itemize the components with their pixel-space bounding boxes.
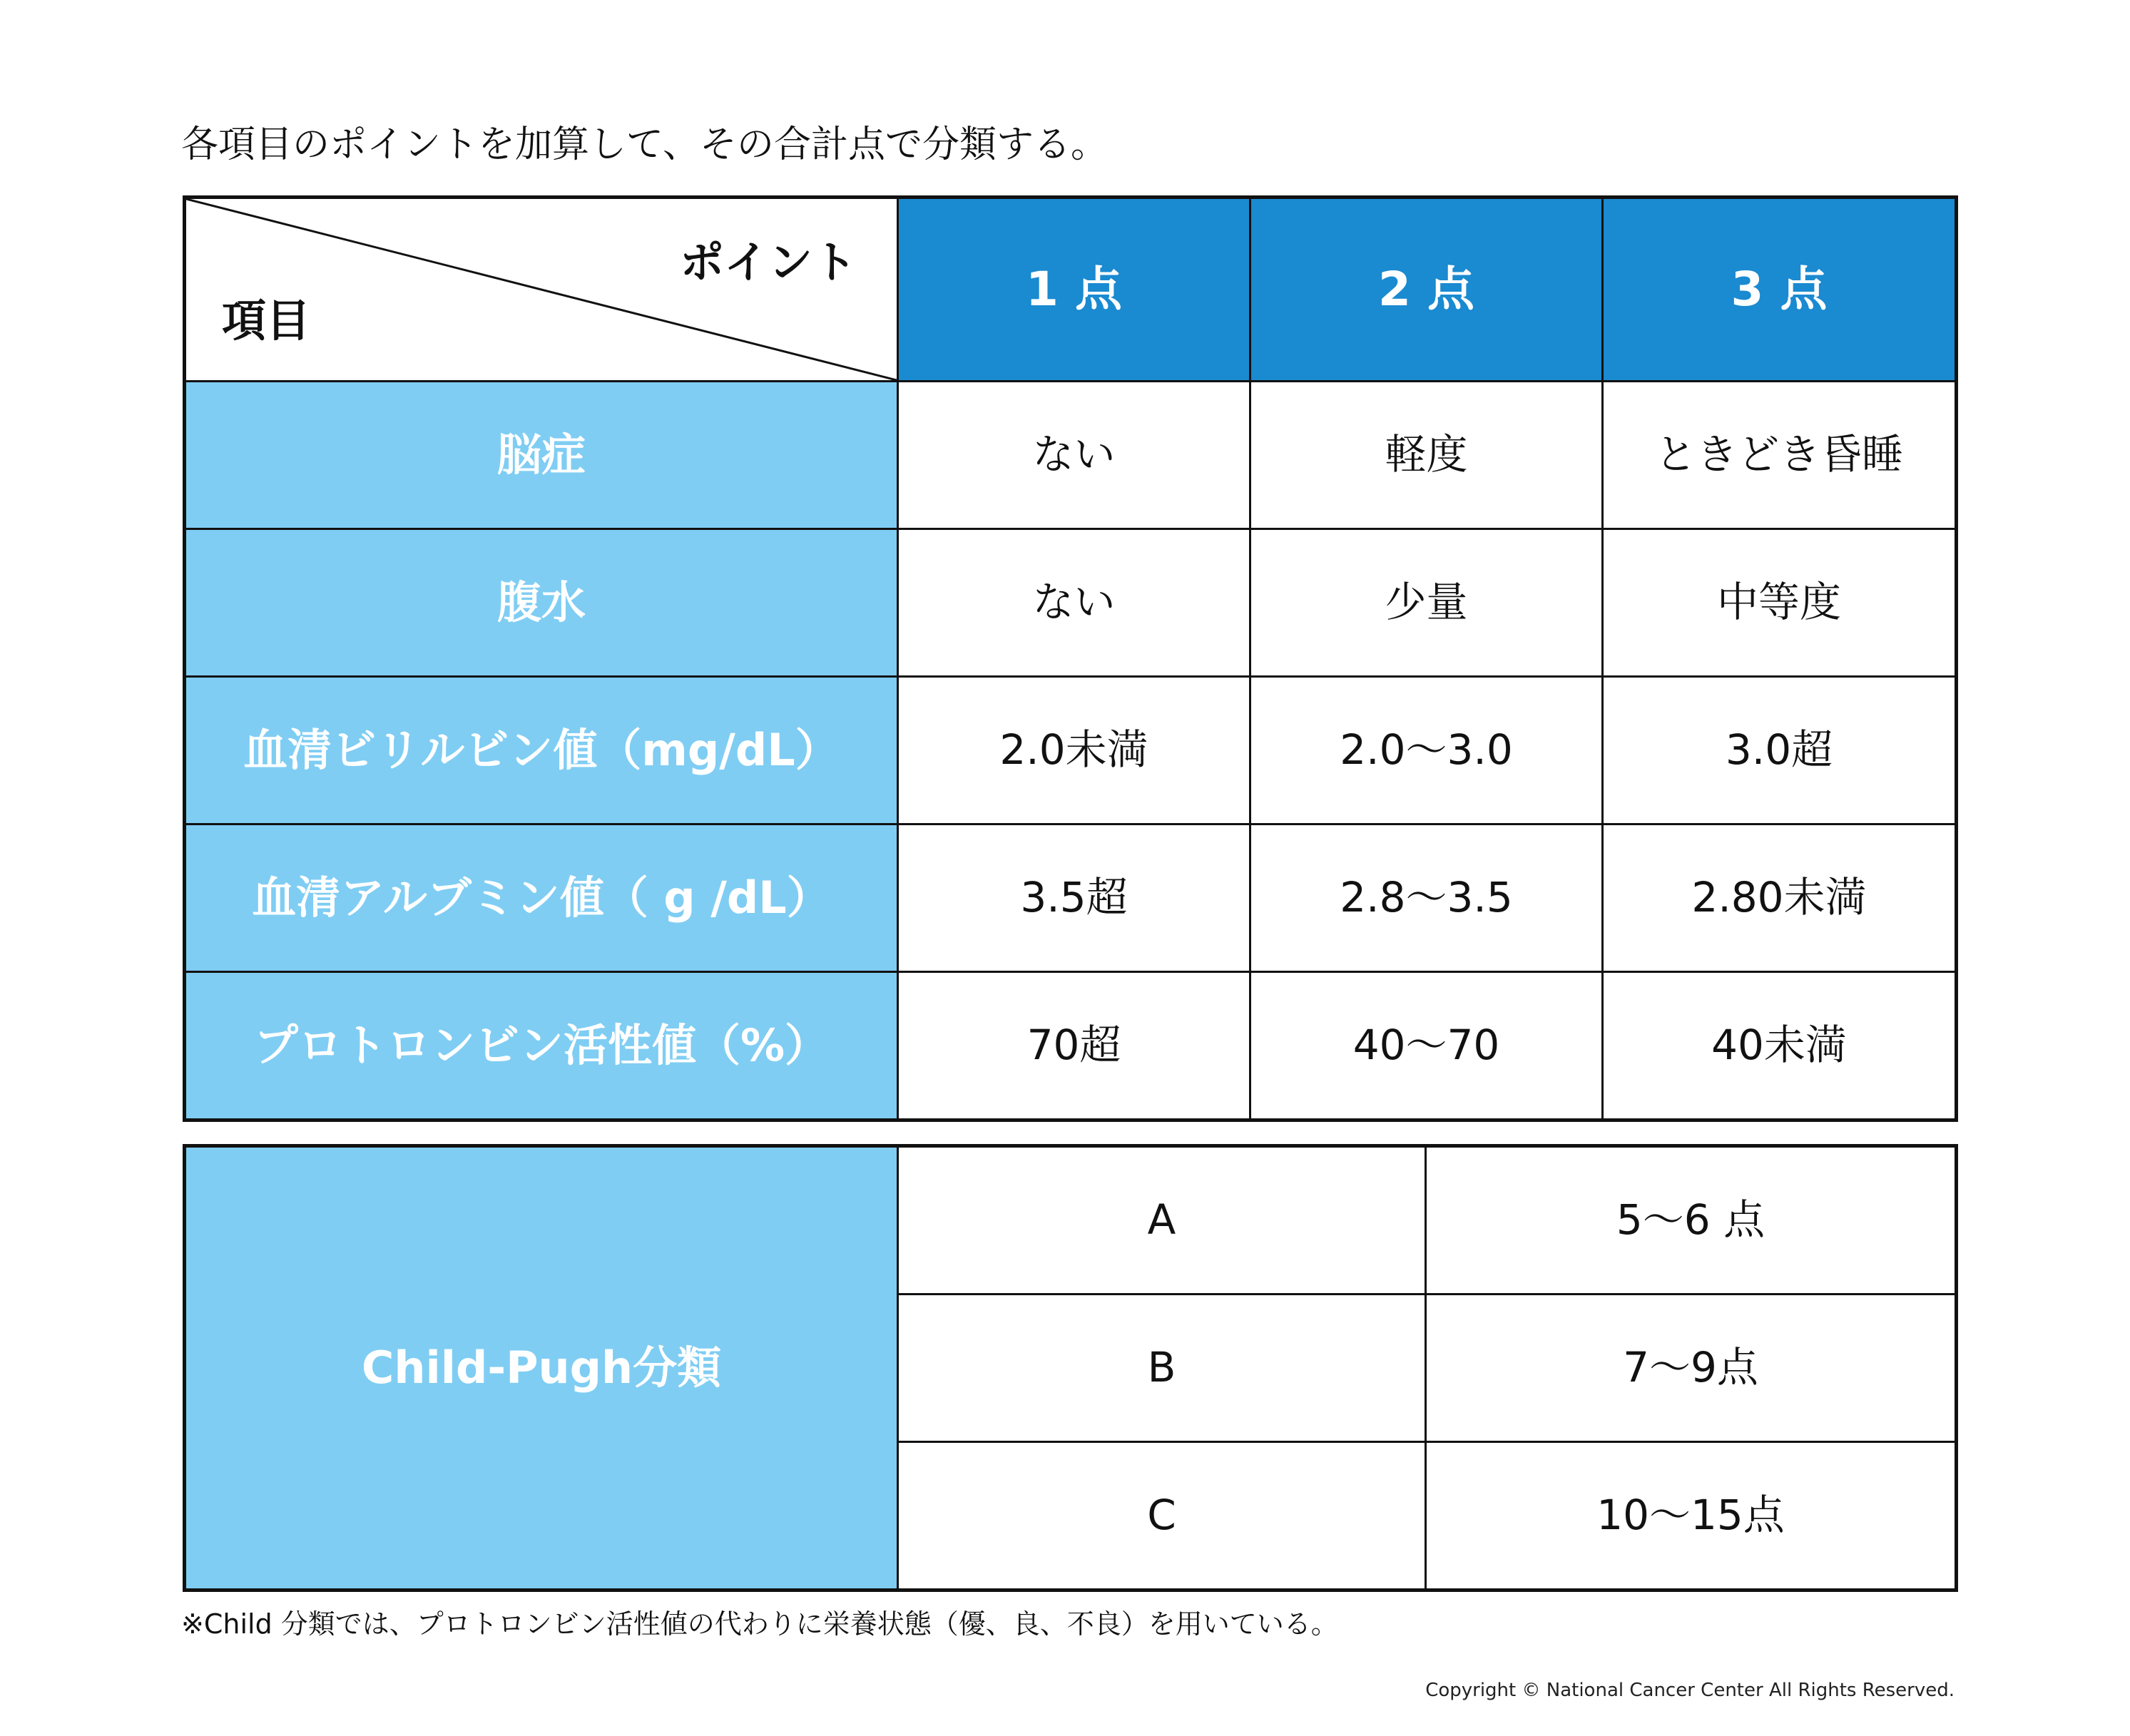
table-cell: 2.0未満 (898, 677, 1250, 824)
grade-cell: A (898, 1146, 1426, 1295)
row-label: 血清アルブミン値（ g /dL） (185, 824, 898, 972)
row-label: プロトロンビン活性値（%） (185, 972, 898, 1120)
table-cell: 2.80未満 (1603, 824, 1957, 972)
table-cell: ない (898, 382, 1250, 529)
header-2-points: 2 点 (1250, 198, 1603, 382)
footnote: ※Child 分類では、プロトロンビン活性値の代わりに栄養状態（優、良、不良）を用いている。 (181, 1608, 1338, 1640)
table-row (185, 824, 1957, 972)
table-cell: ない (898, 529, 1250, 677)
table-cell: 中等度 (1603, 529, 1957, 677)
header-3-points: 3 点 (1603, 198, 1957, 382)
corner-item-label: 項目 (222, 294, 311, 347)
points-cell: 10〜15点 (1426, 1442, 1957, 1591)
header-1-point: 1 点 (898, 198, 1250, 382)
table-row (185, 677, 1957, 824)
table-row (185, 529, 1957, 677)
copyright-notice: Copyright © National Cancer Center All Rights Reserved. (1425, 1680, 1955, 1701)
table-cell: 少量 (1250, 529, 1603, 677)
points-cell: 7〜9点 (1426, 1295, 1957, 1442)
row-label: 脳症 (185, 382, 898, 529)
table-row (185, 382, 1957, 529)
table-header-row (185, 198, 1957, 382)
intro-text: 各項目のポイントを加算して、その合計点で分類する。 (181, 123, 1108, 166)
scoring-table (183, 195, 1958, 1122)
child-pugh-label: Child-Pugh分類 (185, 1146, 898, 1591)
grade-cell: C (898, 1442, 1426, 1591)
table-cell: ときどき昏睡 (1603, 382, 1957, 529)
table-row (185, 1146, 1957, 1295)
diagonal-line (186, 199, 897, 380)
row-label: 血清ビリルビン値（mg/dL） (185, 677, 898, 824)
corner-point-label: ポイント (679, 236, 857, 288)
table-cell: 70超 (898, 972, 1250, 1120)
table-cell: 40〜70 (1250, 972, 1603, 1120)
child-pugh-table (183, 1144, 1958, 1592)
table-cell: 3.0超 (1603, 677, 1957, 824)
table-cell: 40未満 (1603, 972, 1957, 1120)
corner-cell (185, 198, 898, 382)
row-label: 腹水 (185, 529, 898, 677)
points-cell: 5〜6 点 (1426, 1146, 1957, 1295)
table-cell: 3.5超 (898, 824, 1250, 972)
grade-cell: B (898, 1295, 1426, 1442)
table-cell: 軽度 (1250, 382, 1603, 529)
table-row (185, 972, 1957, 1120)
table-cell: 2.0〜3.0 (1250, 677, 1603, 824)
table-cell: 2.8〜3.5 (1250, 824, 1603, 972)
